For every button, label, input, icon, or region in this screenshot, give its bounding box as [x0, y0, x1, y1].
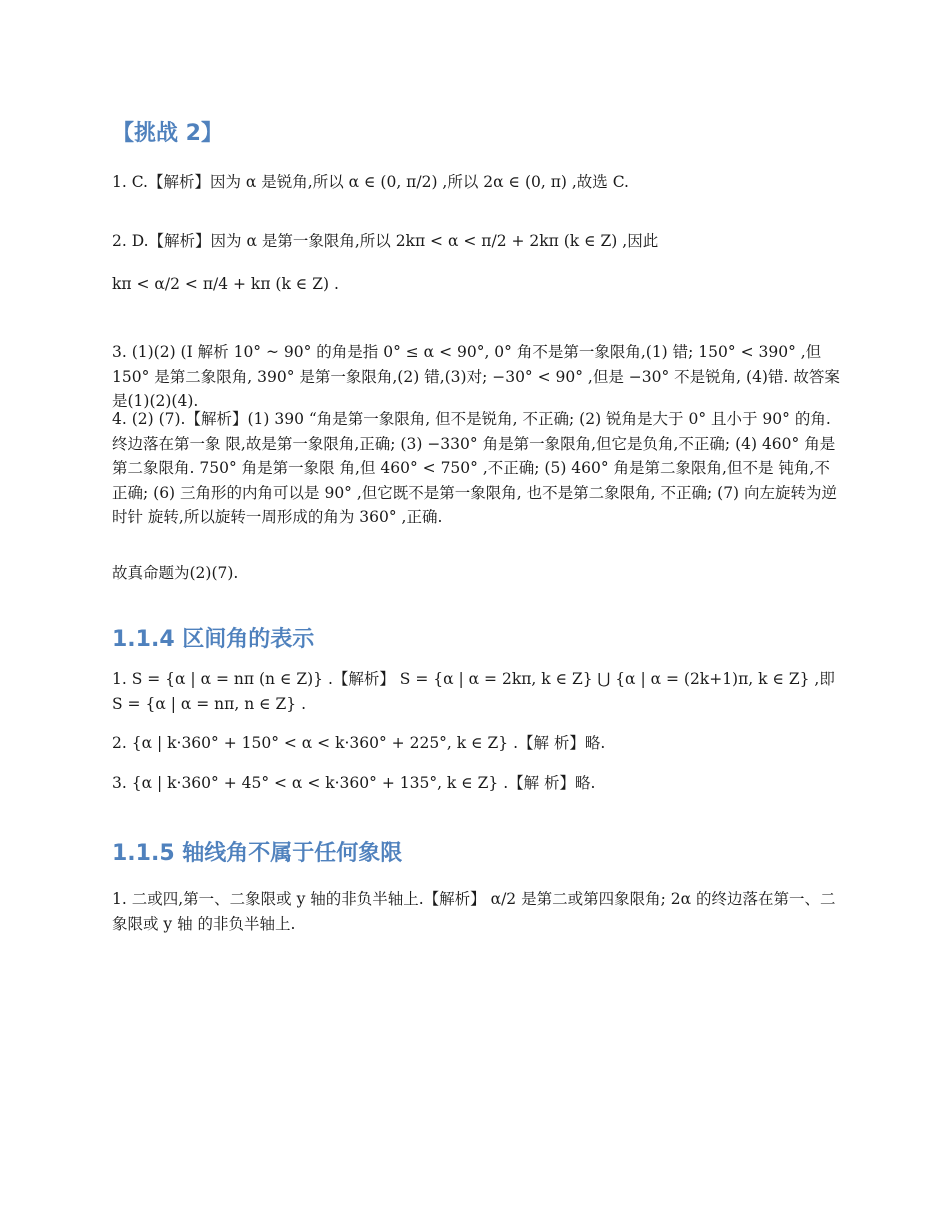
heading-challenge-2: 【挑战 2】 [112, 121, 223, 146]
answer-4: 4. (2) (7).【解析】(1) 390 “角是第一象限角, 但不是锐角, 不正确; (2) 锐角是大于 0° 且小于 90° 的角. 终边落在第一象 限,故是第一象限角,正确; (3) −330° 角是第一象限角,但它是负角,不正确; (4) 460° 角是第二象限角. 750° 角是第一象限 角,但 460° < 750° ,不正确; (5) 460° 角是第二象限角,但不是 钝角,不正确; (6) 三角形的内角可以是 90° ,但它既不是第一象限角, 也不是第二象限角, 不正确; (7) 向左旋转为逆时针 旋转,所以旋转一周形成的角为 360° ,正确. [112, 410, 838, 526]
heading-1-1-5: 1.1.5 轴线角不属于任何象限 [112, 841, 403, 866]
answer-2-line-2: kπ < α/2 < π/4 + kπ (k ∈ Z) . [112, 275, 339, 293]
answer-2-line-1: 2. D.【解析】因为 α 是第一象限角,所以 2kπ < α < π/2 + 2kπ (k ∈ Z) ,因此 [112, 232, 659, 250]
section2-answer-1-line-1: 1. S = {α | α = nπ (n ∈ Z)} .【解析】 S = {α | α = 2kπ, k ∈ Z} ⋃ {α | α = (2k+1)π, k ∈ Z} ,即 [112, 670, 835, 688]
section2-answer-1-line-2: S = {α | α = nπ, n ∈ Z} . [112, 695, 306, 713]
answer-1: 1. C.【解析】因为 α 是锐角,所以 α ∈ (0, π/2) ,所以 2α ∈ (0, π) ,故选 C. [112, 173, 629, 191]
section2-answer-3: 3. {α | k·360° + 45° < α < k·360° + 135°, k ∈ Z} .【解 析】略. [112, 774, 596, 792]
section3-answer-1: 1. 二或四,第一、二象限或 y 轴的非负半轴上.【解析】 α/2 是第二或第四象限角; 2α 的终边落在第一、二象限或 y 轴 的非负半轴上. [112, 890, 836, 933]
section2-answer-2: 2. {α | k·360° + 150° < α < k·360° + 225°, k ∈ Z} .【解 析】略. [112, 734, 606, 752]
answer-3: 3. (1)(2) (I 解析 10° ~ 90° 的角是指 0° ≤ α < 90°, 0° 角不是第一象限角,(1) 错; 150° < 390° ,但 150° 是第二象限角, 390° 是第一象限角,(2) 错,(3)对; −30° < 90° ,但是 −30° 不是锐角, (4)错. 故答案是(1)(2)(4). [112, 343, 840, 410]
heading-1-1-4: 1.1.4 区间角的表示 [112, 627, 315, 652]
conclusion: 故真命题为(2)(7). [112, 564, 239, 582]
